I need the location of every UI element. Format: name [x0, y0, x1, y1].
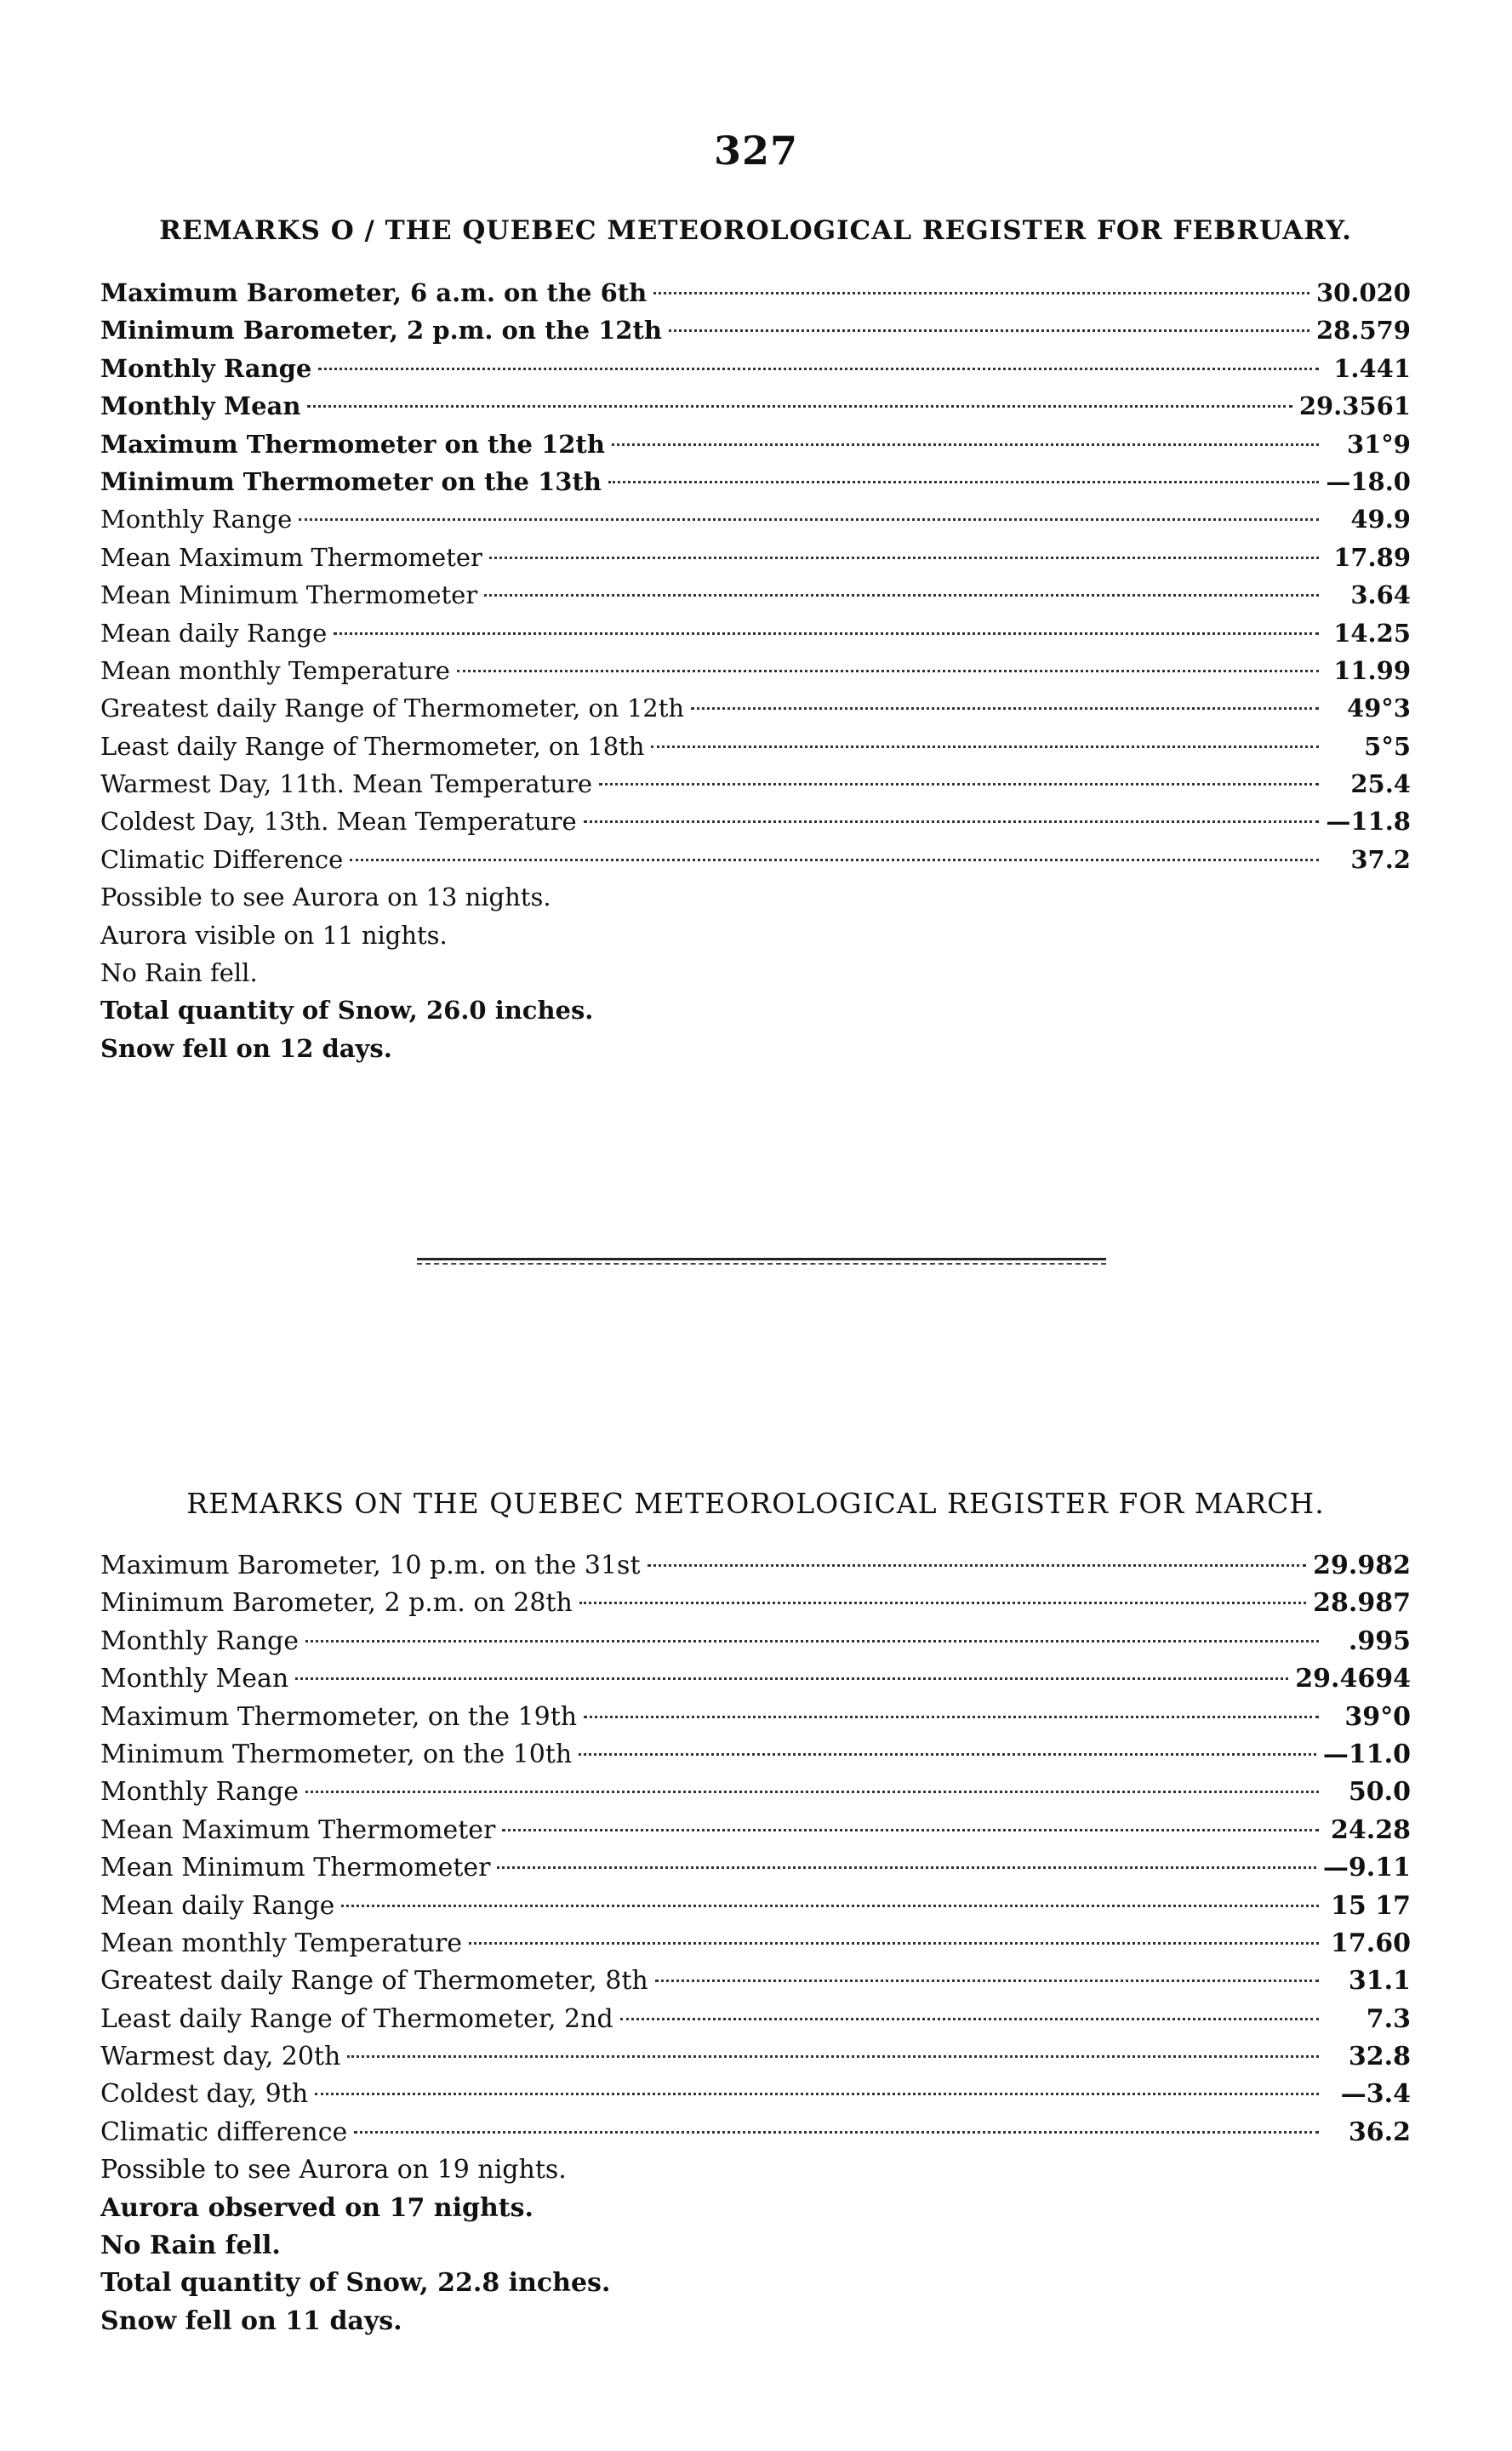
row-label: Monthly Range — [100, 505, 293, 534]
row-label: Mean monthly Temperature — [100, 1928, 463, 1958]
data-row — [100, 500, 1411, 538]
dot-leader — [307, 405, 1292, 408]
data-row — [100, 387, 1411, 425]
dot-leader — [620, 2018, 1319, 2020]
data-row — [100, 1547, 1411, 1585]
dot-leader — [655, 1980, 1319, 1982]
row-label: Greatest daily Range of Thermometer, 8th — [100, 1966, 648, 1997]
dot-leader — [484, 594, 1319, 597]
data-row — [100, 689, 1411, 727]
row-label: Minimum Thermometer on the 13th — [100, 466, 602, 496]
data-row — [100, 426, 1411, 463]
dot-leader — [648, 1564, 1307, 1567]
row-value: 1.441 — [1333, 353, 1411, 383]
row-value: 17.89 — [1333, 542, 1411, 572]
row-label: Mean Maximum Thermometer — [100, 1814, 496, 1845]
note-line: Possible to see Aurora on 19 nights. — [100, 2155, 567, 2185]
row-value: 37.2 — [1350, 844, 1411, 874]
dot-leader — [653, 292, 1309, 294]
data-row — [100, 765, 1411, 803]
data-row — [100, 1736, 1411, 1774]
row-label: Warmest Day, 11th. Mean Temperature — [100, 769, 593, 799]
row-value: 50.0 — [1348, 1777, 1411, 1808]
data-row — [100, 2038, 1411, 2076]
dot-leader — [579, 1753, 1316, 1756]
row-value: 39°0 — [1344, 1701, 1411, 1732]
note-line: Aurora visible on 11 nights. — [100, 920, 448, 950]
row-label: Climatic Difference — [100, 844, 344, 874]
row-label: Mean Minimum Thermometer — [100, 580, 478, 610]
data-row — [100, 614, 1411, 652]
row-label: Monthly Mean — [100, 1664, 289, 1694]
row-value: 7.3 — [1366, 2003, 1411, 2034]
dot-leader — [608, 481, 1319, 483]
data-row — [100, 728, 1411, 765]
row-label: Coldest day, 9th — [100, 2079, 309, 2110]
dot-leader — [457, 670, 1319, 672]
row-label: Monthly Range — [100, 1777, 299, 1808]
row-value: 31.1 — [1348, 1966, 1411, 1997]
row-value: 15 17 — [1331, 1890, 1411, 1921]
row-value: 17.60 — [1331, 1928, 1411, 1958]
row-value: 28.987 — [1313, 1588, 1411, 1619]
dot-leader — [354, 2131, 1319, 2134]
row-value: 14.25 — [1333, 618, 1411, 648]
row-value: 49°3 — [1346, 694, 1411, 723]
row-label: Maximum Thermometer on the 12th — [100, 429, 605, 459]
dot-leader — [584, 820, 1319, 823]
dot-leader — [295, 1677, 1288, 1680]
data-row — [100, 311, 1411, 349]
row-label: Monthly Mean — [100, 391, 301, 421]
divider-rule-dashed — [417, 1263, 1106, 1265]
divider-rule — [417, 1258, 1106, 1260]
february-notes — [100, 878, 1411, 1067]
row-value: 29.4694 — [1295, 1664, 1411, 1694]
data-row — [100, 652, 1411, 689]
row-label: Least daily Range of Thermometer, on 18th — [100, 731, 645, 761]
row-value: 49.9 — [1350, 505, 1411, 534]
dot-leader — [350, 859, 1319, 861]
february-data-list — [100, 274, 1411, 878]
note-line: Snow fell on 11 days. — [100, 2305, 402, 2336]
data-row — [100, 1623, 1411, 1660]
data-row — [100, 2114, 1411, 2151]
data-row — [100, 1849, 1411, 1887]
row-value: 29.3561 — [1298, 391, 1411, 421]
row-value: 28.579 — [1316, 316, 1411, 346]
note-line: No Rain fell. — [100, 958, 258, 988]
note-line: Total quantity of Snow, 26.0 inches. — [100, 996, 594, 1026]
row-label: Warmest day, 20th — [100, 2042, 341, 2072]
row-label: Mean Maximum Thermometer — [100, 542, 482, 572]
row-label: Greatest daily Range of Thermometer, on 12th — [100, 694, 685, 723]
dot-leader — [305, 1640, 1319, 1643]
row-label: Monthly Range — [100, 1625, 299, 1656]
data-row — [100, 1585, 1411, 1622]
row-value: —11.0 — [1322, 1739, 1411, 1769]
row-value: 36.2 — [1348, 2117, 1411, 2147]
dot-leader — [305, 1791, 1319, 1793]
row-label: Climatic difference — [100, 2117, 348, 2147]
march-data-list — [100, 1547, 1411, 2151]
dot-leader — [489, 557, 1319, 559]
dot-leader — [347, 2055, 1319, 2058]
data-row — [100, 1963, 1411, 2000]
row-label: Minimum Barometer, 2 p.m. on the 12th — [100, 316, 662, 346]
row-label: Maximum Thermometer, on the 19th — [100, 1701, 578, 1732]
note-line: Possible to see Aurora on 13 nights. — [100, 883, 551, 912]
dot-leader — [579, 1602, 1306, 1604]
dot-leader — [584, 1716, 1319, 1718]
row-value: —18.0 — [1326, 466, 1411, 496]
row-value: 31°9 — [1346, 429, 1411, 459]
row-label: Minimum Thermometer, on the 10th — [100, 1739, 573, 1769]
march-section-title: REMARKS ON THE QUEBEC METEOROLOGICAL REGISTER FOR MARCH. — [186, 1487, 1325, 1520]
data-row — [100, 1812, 1411, 1849]
row-value: 11.99 — [1333, 655, 1411, 685]
section-divider — [417, 1258, 1106, 1266]
row-value: 32.8 — [1348, 2042, 1411, 2072]
note-line: No Rain fell. — [100, 2231, 281, 2261]
page-number: 327 — [713, 128, 799, 174]
dot-leader — [469, 1942, 1319, 1945]
row-value: 25.4 — [1350, 769, 1411, 799]
data-row — [100, 1888, 1411, 1925]
dot-leader — [612, 443, 1319, 446]
row-label: Mean Minimum Thermometer — [100, 1853, 491, 1883]
row-label: Maximum Barometer, 10 p.m. on the 31st — [100, 1551, 641, 1580]
data-row — [100, 2076, 1411, 2113]
data-row — [100, 463, 1411, 500]
data-row — [100, 1660, 1411, 1698]
row-value: 3.64 — [1350, 580, 1411, 610]
data-row — [100, 1774, 1411, 1811]
dot-leader — [651, 746, 1319, 748]
data-row — [100, 274, 1411, 311]
data-row — [100, 841, 1411, 878]
row-value: —9.11 — [1322, 1853, 1411, 1883]
february-remarks-section — [100, 206, 1411, 1067]
dot-leader — [502, 1829, 1319, 1831]
dot-leader — [497, 1866, 1315, 1869]
note-line: Snow fell on 12 days. — [100, 1033, 392, 1063]
data-row — [100, 2001, 1411, 2038]
row-value: 24.28 — [1331, 1814, 1411, 1845]
row-label: Mean daily Range — [100, 1890, 335, 1921]
dot-leader — [599, 783, 1319, 786]
row-label: Minimum Barometer, 2 p.m. on 28th — [100, 1588, 573, 1619]
data-row — [100, 350, 1411, 387]
row-label: Least daily Range of Thermometer, 2nd — [100, 2003, 613, 2034]
row-value: .995 — [1348, 1625, 1411, 1656]
data-row — [100, 539, 1411, 576]
data-row — [100, 576, 1411, 614]
data-row — [100, 1925, 1411, 1963]
row-value: 29.982 — [1313, 1551, 1411, 1580]
dot-leader — [315, 2093, 1319, 2095]
march-notes — [100, 2151, 1411, 2340]
row-label: Mean monthly Temperature — [100, 655, 450, 685]
note-line: Total quantity of Snow, 22.8 inches. — [100, 2268, 611, 2299]
march-remarks-section — [100, 1479, 1411, 2340]
dot-leader — [299, 518, 1319, 521]
row-label: Coldest Day, 13th. Mean Temperature — [100, 807, 577, 837]
dot-leader — [341, 1905, 1319, 1907]
row-value: 30.020 — [1316, 278, 1411, 307]
data-row — [100, 803, 1411, 840]
dot-leader — [334, 632, 1319, 635]
dot-leader — [318, 368, 1319, 370]
row-label: Monthly Range — [100, 353, 312, 383]
row-label: Mean daily Range — [100, 618, 328, 648]
dot-leader — [669, 329, 1309, 332]
dot-leader — [691, 707, 1319, 710]
data-row — [100, 1699, 1411, 1736]
note-line: Aurora observed on 17 nights. — [100, 2192, 533, 2223]
row-label: Maximum Barometer, 6 a.m. on the 6th — [100, 278, 648, 307]
row-value: —3.4 — [1340, 2079, 1411, 2110]
february-section-title: REMARKS O / THE QUEBEC METEOROLOGICAL REGISTER FOR FEBRUARY. — [159, 215, 1352, 246]
row-value: —11.8 — [1326, 807, 1411, 837]
row-value: 5°5 — [1364, 731, 1411, 761]
